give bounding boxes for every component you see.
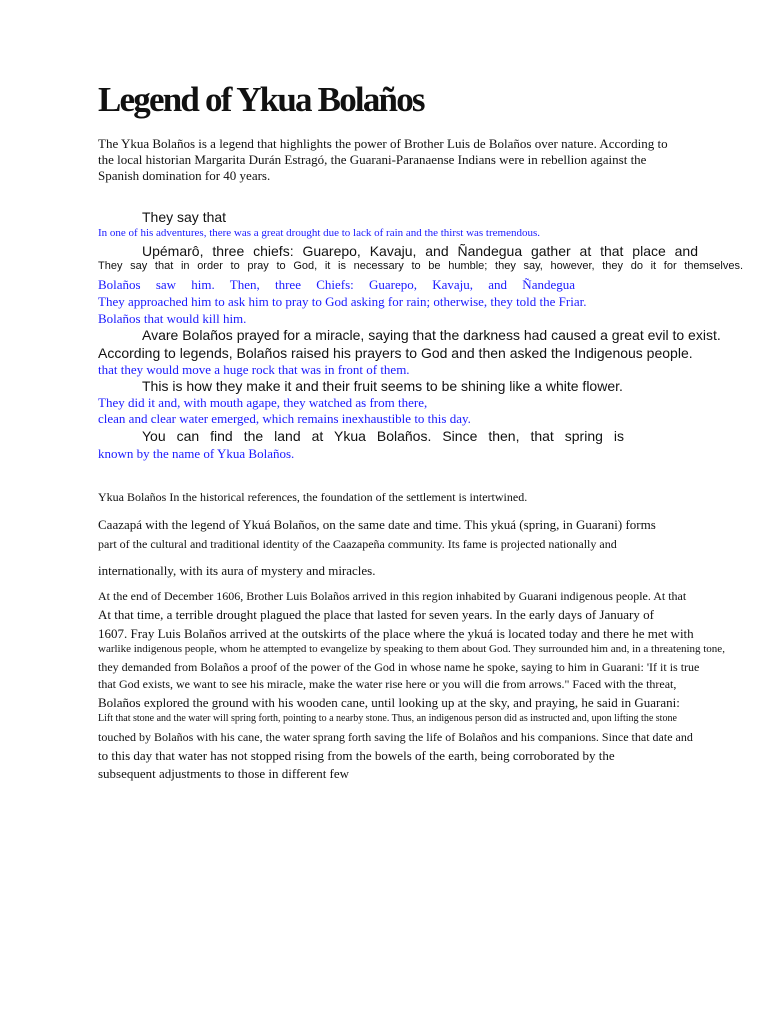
page-title: Legend of Ykua Bolaños bbox=[98, 80, 424, 119]
intro-line: Spanish domination for 40 years. bbox=[98, 168, 271, 183]
story-line: known by the name of Ykua Bolaños. bbox=[98, 446, 295, 461]
story-line: Upémarô, three chiefs: Guarepo, Kavaju, and Ñandegua gather at that place and bbox=[142, 243, 698, 259]
history-line: warlike indigenous people, whom he attempted to evangelize by speaking to them about God. They surrounded him and, in a threatening tone, bbox=[98, 643, 725, 655]
history-line: touched by Bolaños with his cane, the water sprang forth saving the life of Bolaños and his companions. Since that date and bbox=[98, 730, 693, 744]
intro-line: The Ykua Bolaños is a legend that highlights the power of Brother Luis de Bolaños over nature. According to bbox=[98, 136, 668, 151]
story-line: In one of his adventures, there was a great drought due to lack of rain and the thirst was tremendous. bbox=[98, 227, 541, 239]
story-line: They say that in order to pray to God, it is necessary to be humble; they say, however, they do it for themselves. bbox=[98, 260, 743, 272]
history-line: Lift that stone and the water will spring forth, pointing to a nearby stone. Thus, an indigenous person did as instructed and, upon lifting the stone bbox=[98, 713, 677, 724]
story-line: Bolaños that would kill him. bbox=[98, 311, 247, 326]
history-line: subsequent adjustments to those in different few bbox=[98, 766, 350, 781]
story-line: They say that bbox=[142, 209, 227, 225]
history-line: that God exists, we want to see his miracle, make the water rise here or you will die from arrows." Faced with the threat, bbox=[98, 677, 677, 691]
story-line: According to legends, Bolaños raised his prayers to God and then asked the Indigenous people. bbox=[98, 345, 693, 361]
history-line: to this day that water has not stopped rising from the bowels of the earth, being corroborated by the bbox=[98, 748, 615, 763]
history-line: At the end of December 1606, Brother Luis Bolaños arrived in this region inhabited by Guarani indigenous people. At that bbox=[98, 589, 687, 603]
history-line: Caazapá with the legend of Ykuá Bolaños, on the same date and time. This ykuá (spring, in Guarani) forms bbox=[98, 517, 656, 532]
story-line: You can find the land at Ykua Bolaños. Since then, that spring is bbox=[142, 428, 624, 444]
story-line: Bolaños saw him. Then, three Chiefs: Guarepo, Kavaju, and Ñandegua bbox=[98, 277, 575, 292]
story-line: clean and clear water emerged, which remains inexhaustible to this day. bbox=[98, 411, 471, 426]
intro-line: the local historian Margarita Durán Estragó, the Guarani-Paranaense Indians were in rebellion against the bbox=[98, 152, 647, 167]
history-line: they demanded from Bolaños a proof of the power of the God in whose name he spoke, saying to him in Guarani: 'If it is true bbox=[98, 660, 700, 674]
history-line: Bolaños explored the ground with his wooden cane, until looking up at the sky, and praying, he said in Guarani: bbox=[98, 695, 680, 710]
history-line: At that time, a terrible drought plagued the place that lasted for seven years. In the early days of January of bbox=[98, 607, 654, 622]
story-line: They did it and, with mouth agape, they watched as from there, bbox=[98, 395, 428, 410]
history-line: part of the cultural and traditional identity of the Caazapeña community. Its fame is projected nationally and bbox=[98, 537, 617, 551]
story-line: They approached him to ask him to pray to God asking for rain; otherwise, they told the Friar. bbox=[98, 294, 587, 309]
story-line: Avare Bolaños prayed for a miracle, saying that the darkness had caused a great evil to exist. bbox=[142, 327, 721, 343]
history-line: internationally, with its aura of mystery and miracles. bbox=[98, 563, 376, 578]
history-line: 1607. Fray Luis Bolaños arrived at the outskirts of the place where the ykuá is located today and there he met with bbox=[98, 626, 694, 641]
story-line: This is how they make it and their fruit seems to be shining like a white flower. bbox=[142, 378, 623, 394]
history-line: Ykua Bolaños In the historical references, the foundation of the settlement is intertwined. bbox=[98, 490, 528, 504]
story-line: that they would move a huge rock that was in front of them. bbox=[98, 362, 410, 377]
